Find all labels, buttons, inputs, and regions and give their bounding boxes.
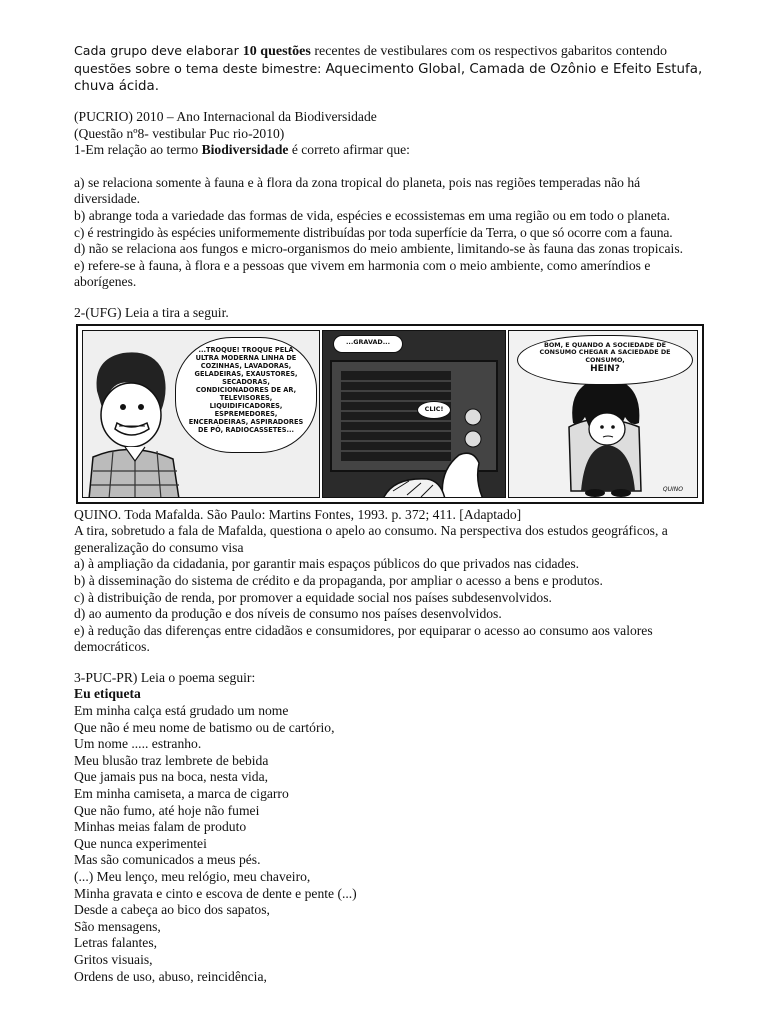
poem-line: Gritos visuais,	[74, 951, 153, 967]
comic-balloon-3-emphasis: HEIN?	[590, 364, 620, 375]
intro-paragraph	[74, 42, 714, 95]
poem-line: Que nunca experimentei	[74, 835, 207, 851]
comic-panel-2	[322, 330, 506, 498]
intro-bold: 10 questões	[242, 44, 311, 59]
q1-option-e: e) refere-se à fauna, à flora e a pessoas que vivem em harmonia com o meio ambiente, como ameríndios e aborígenes.	[74, 257, 651, 290]
q2-source: QUINO. Toda Mafalda. São Paulo: Martins Fontes, 1993. p. 372; 411. [Adaptado]	[74, 506, 522, 522]
q2-option-b: b) à disseminação do sistema de crédito e da propaganda, por ampliar o acesso a bens e produtos.	[74, 572, 603, 588]
q1-option-a: a) se relaciona somente à fauna e à flora da zona tropical do planeta, pois nas regiões temperadas não há diversidade.	[74, 174, 641, 207]
q2-stem: A tira, sobretudo a fala de Mafalda, questiona o apelo ao consumo. Na perspectiva dos estudos geográficos, a generalização do consumo visa	[74, 523, 668, 555]
q1-stem-bold: Biodiversidade	[201, 142, 289, 158]
q2-option-a: a) à ampliação da cidadania, por garantir mais espaços públicos do que privados nas cidades.	[74, 556, 580, 572]
poem-line: Meu blusão traz lembrete de bebida	[74, 752, 269, 768]
q1-option-b: b) abrange toda a variedade das formas de vida, espécies e ecossistemas em uma região ou em todo o planeta.	[74, 207, 671, 223]
question-1	[74, 109, 714, 291]
q1-option-d: d) não se relaciona aos fungos e micro-organismos do meio ambiente, limitando-se às fauna das zonas tropicais.	[74, 241, 684, 257]
intro-line2: questões sobre o tema deste bimestre:	[74, 61, 326, 76]
q2-option-d: d) ao aumento da produção e dos níveis de consumo nos países desenvolvidos.	[74, 606, 502, 622]
intro-lead: Cada grupo deve elaborar	[74, 43, 243, 58]
q1-header1: (PUCRIO) 2010 – Ano Internacional da Biodiversidade	[74, 109, 377, 124]
question-2	[74, 305, 714, 656]
poem-line: Minhas meias falam de produto	[74, 819, 247, 835]
comic-panel-2-art	[323, 331, 506, 498]
poem-line: Em minha camiseta, a marca de cigarro	[74, 786, 289, 802]
poem-line: Minha gravata e cinto e escova de dente e pente (...)	[74, 885, 357, 901]
document-page	[74, 42, 714, 985]
comic-panel-3	[508, 330, 698, 498]
poem-line: (...) Meu lenço, meu relógio, meu chaveiro,	[74, 869, 311, 884]
q2-header: 2-(UFG) Leia a tira a seguir.	[74, 304, 229, 320]
q2-option-c: c) à distribuição de renda, por promover a equidade social nos países subdesenvolvidos.	[74, 589, 552, 605]
poem-line: Que não é meu nome de batismo ou de cartório,	[74, 719, 335, 735]
comic-balloon-3: BOM, E QUANDO A SOCIEDADE DE CONSUMO CHEGAR A SACIEDADE DE CONSUMO, HEIN?	[517, 335, 693, 385]
q3-header: 3-PUC-PR) Leia o poema seguir:	[74, 669, 256, 685]
question-3	[74, 670, 714, 985]
comic-panel-1	[82, 330, 320, 498]
mafalda-comic-strip	[76, 324, 704, 504]
poem-line: Que jamais pus na boca, nesta vida,	[74, 769, 269, 785]
q1-header2: (Questão nº8- vestibular Puc rio-2010)	[74, 125, 285, 141]
poem-line: Ordens de uso, abuso, reincidência,	[74, 968, 267, 984]
q1-option-c: c) é restringido às espécies uniformemente distribuídas por toda superfície da Terra, o que só ocorre com a fauna.	[74, 224, 673, 240]
intro-topic: Aquecimento Global, Camada de Ozônio e Efeito Estufa,	[325, 62, 703, 77]
poem-line: Mas são comunicados a meus pés.	[74, 852, 261, 868]
q1-stem: 1-Em relação ao termo Biodiversidade é correto afirmar que:	[74, 142, 410, 158]
q2-option-e: e) à redução das diferenças entre cidadãos e consumidores, por equiparar o acesso ao consumo aos valores democráticos.	[74, 622, 653, 655]
comic-signature: QUINO	[662, 485, 683, 493]
intro-rest: recentes de vestibulares com os respectivos gabaritos contendo	[310, 44, 667, 59]
poem-line: São mensagens,	[74, 918, 161, 934]
poem-line: Que não fumo, até hoje não fumei	[74, 802, 260, 818]
poem-line: Desde a cabeça ao bico dos sapatos,	[74, 902, 270, 918]
comic-balloon-1: ...TROQUE! TROQUE PELA ULTRA MODERNA LINHA DE COZINHAS, LAVADORAS, GELADEIRAS, EXAUSTORES, SECADORAS, CONDICIONADORES DE AR, TELEVISORES, LIQUIDIFICADORES, ESPREMEDORES, ENCERADEIRAS, ASPIRADORES DE PÓ, RADIOCASSETES...	[175, 337, 317, 453]
poem-line: Em minha calça está grudado um nome	[74, 703, 289, 719]
comic-sfx-clic: CLIC!	[417, 401, 451, 419]
poem-line: Letras falantes,	[74, 935, 158, 951]
poem-title: Eu etiqueta	[74, 686, 141, 702]
comic-balloon-2: ...GRAVAD...	[333, 335, 403, 353]
poem-line: Um nome ..... estranho.	[74, 736, 202, 752]
intro-topic2: chuva ácida.	[74, 79, 159, 94]
